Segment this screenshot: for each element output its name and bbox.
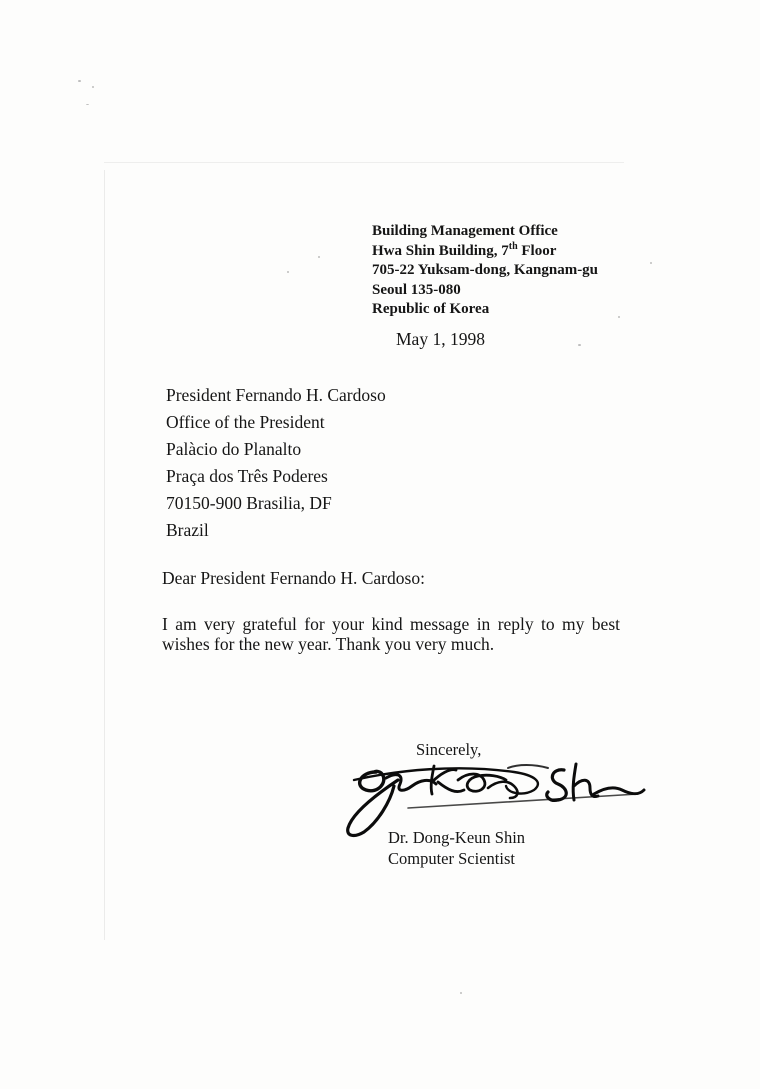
recipient-palace: Palàcio do Planalto bbox=[166, 439, 302, 459]
return-building-name: Hwa Shin Building, 7 bbox=[372, 242, 509, 259]
copy-edge-line bbox=[104, 162, 624, 163]
speck bbox=[650, 262, 652, 264]
speck bbox=[92, 86, 94, 88]
return-office: Building Management Office bbox=[372, 223, 558, 239]
speck bbox=[460, 992, 462, 994]
return-floor-word: Floor bbox=[517, 242, 557, 259]
return-country: Republic of Korea bbox=[372, 301, 490, 317]
body-paragraph: I am very grateful for your kind message in reply to my best wishes for the new year. Thank you very much. bbox=[162, 614, 620, 654]
speck bbox=[86, 104, 89, 105]
return-address bbox=[372, 222, 598, 320]
speck bbox=[78, 80, 81, 82]
closing: Sincerely, bbox=[416, 740, 482, 759]
speck bbox=[318, 256, 320, 258]
salutation: Dear President Fernando H. Cardoso: bbox=[162, 568, 425, 588]
speck bbox=[578, 344, 581, 346]
speck bbox=[287, 271, 289, 273]
recipient-city: 70150-900 Brasilia, DF bbox=[166, 493, 332, 513]
copy-edge-line bbox=[104, 170, 105, 940]
recipient-address bbox=[166, 382, 386, 544]
signer-title: Computer Scientist bbox=[388, 849, 515, 868]
signer-block bbox=[388, 827, 525, 869]
return-street: 705-22 Yuksam-dong, Kangnam-gu bbox=[372, 262, 599, 278]
recipient-office: Office of the President bbox=[166, 412, 325, 432]
signer-name: Dr. Dong-Keun Shin bbox=[388, 828, 526, 847]
return-building bbox=[372, 242, 598, 262]
return-floor-ordinal: th bbox=[508, 240, 518, 252]
speck bbox=[618, 316, 620, 318]
letter-date: May 1, 1998 bbox=[396, 329, 485, 349]
recipient-square: Praça dos Três Poderes bbox=[166, 466, 328, 486]
recipient-country: Brazil bbox=[166, 520, 209, 540]
return-city: Seoul 135-080 bbox=[372, 281, 461, 298]
recipient-name: President Fernando H. Cardoso bbox=[166, 385, 386, 405]
